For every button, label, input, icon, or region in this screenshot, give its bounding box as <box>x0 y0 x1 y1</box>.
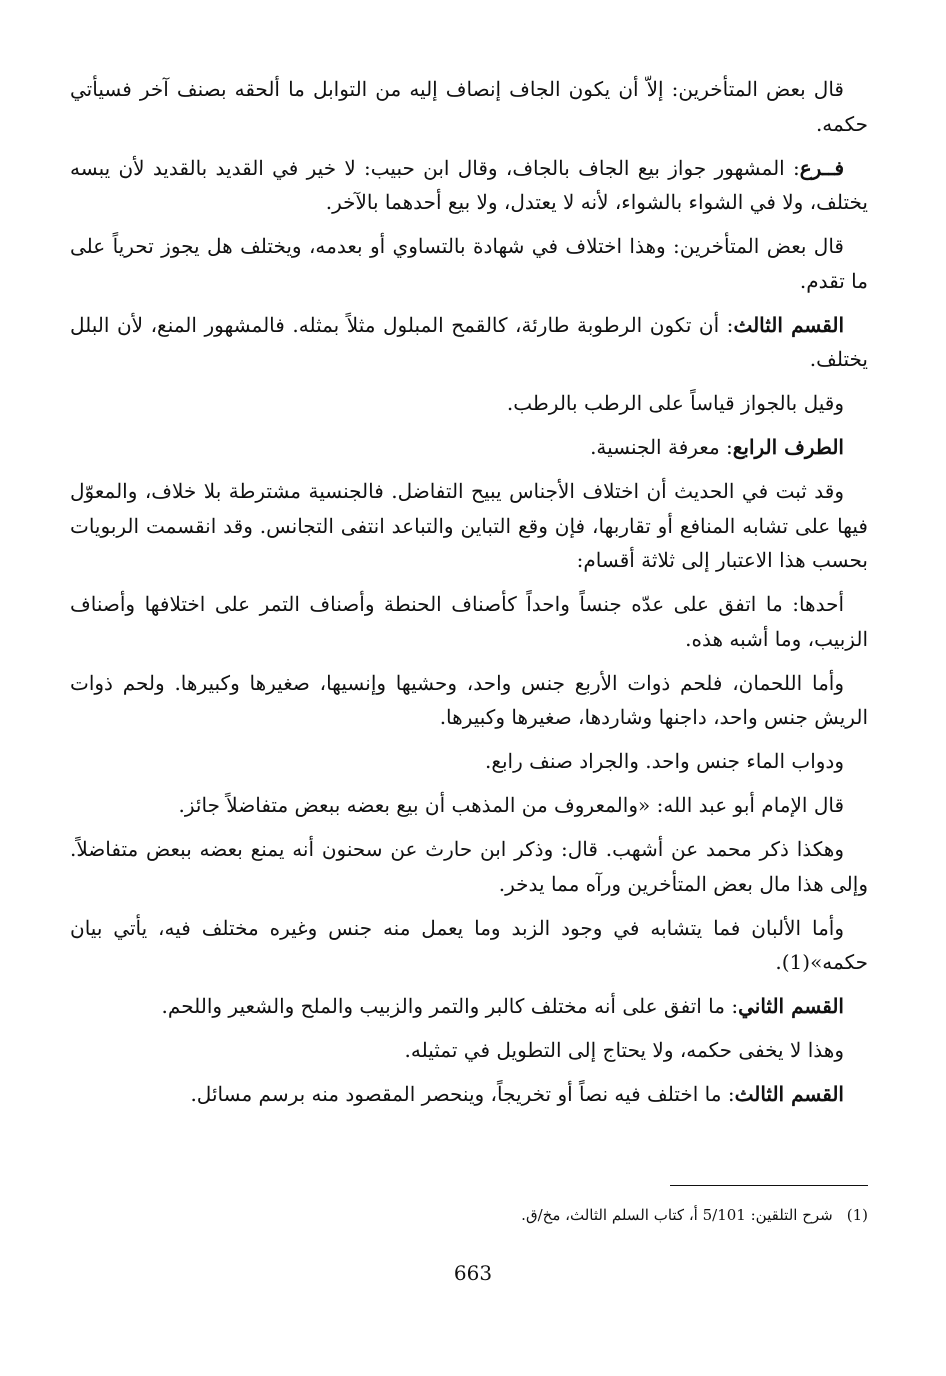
page-body <box>70 72 868 1121</box>
section-heading: الطرف الرابع <box>732 435 844 459</box>
section-heading: القسم الثالث <box>733 312 845 337</box>
paragraph: وهكذا ذكر محمد عن أشهب. قال: وذكر ابن حارث عن سحنون أنه يمنع بعضه ببعض متفاضلاً. وإلى هذا مال بعض المتأخرين ورآه مما يدخر. <box>70 837 868 896</box>
section-heading: القسم الثاني <box>738 994 844 1018</box>
paragraph: وقد ثبت في الحديث أن اختلاف الأجناس يبيح التفاضل. فالجنسية مشترطة بلا خلاف، والمعوّل فيها على تشابه المنافع أو تقاربها، فإن وقع التباين والتباعد انتفى التجانس. وقد انقسمت الربويات بحسب هذا الاعتبار إلى ثلاثة أقسام: <box>70 479 868 572</box>
paragraph: أحدها: ما اتفق على عدّه جنساً واحداً كأصناف الحنطة وأصناف التمر على اختلافها وأصناف الزبيب، وما أشبه هذه. <box>70 592 868 651</box>
page-number: 663 <box>453 1261 493 1285</box>
paragraph: وأما اللحمان، فلحم ذوات الأربع جنس واحد، وحشيها وإنسيها، صغيرها وكبيرها. ولحم ذوات الريش جنس واحد، داجنها وشاردها، صغيرها وكبيرها. <box>70 670 868 729</box>
paragraph: القسم الثالث: أن تكون الرطوبة طارئة، كالقمح المبلول مثلاً بمثله. فالمشهور المنع، لأن البلل يختلف. <box>70 312 868 371</box>
paragraph: الطرف الرابع: معرفة الجنسية. <box>590 435 844 459</box>
paragraph: القسم الثاني: ما اتفق على أنه مختلف كالبر والتمر والزبيب والملح والشعير واللحم. <box>161 994 844 1018</box>
paragraph: وهذا لا يخفى حكمه، ولا يحتاج إلى التطويل في تمثيله. <box>404 1038 844 1062</box>
paragraph: فــرع: المشهور جواز بيع الجاف بالجاف، وقال ابن حبيب: لا خير في القديد بالقديد لأن يبسه يختلف، ولا في الشواء بالشواء، لأنه لا يعتدل، ولا بيع أحدهما بالآخر. <box>70 155 868 214</box>
paragraph: قال الإمام أبو عبد الله: «والمعروف من المذهب أن بيع بعضه ببعض متفاضلاً جائز. <box>178 793 844 817</box>
paragraph: قال بعض المتأخرين: إلاّ أن يكون الجاف إنصاف إليه من التوابل ما ألحقه بصنف آخر فسيأتي حكمه. <box>70 77 868 136</box>
footnote-divider <box>670 1185 868 1186</box>
paragraph: القسم الثالث: ما اختلف فيه نصاً أو تخريجاً، وينحصر المقصود منه برسم مسائل. <box>190 1082 844 1106</box>
footnote-text: شرح التلقين: 5/101 أ، كتاب السلم الثالث، مخ/ق. <box>521 1206 833 1224</box>
footnote-number: (1) <box>846 1206 868 1224</box>
paragraph: وقيل بالجواز قياساً على الرطب بالرطب. <box>506 391 844 415</box>
footnote <box>200 1201 868 1229</box>
paragraph: قال بعض المتأخرين: وهذا اختلاف في شهادة بالتساوي أو بعدمه، ويختلف هل يجوز تحرياً على ما تقدم. <box>70 234 868 293</box>
section-heading: فــرع <box>799 155 844 180</box>
paragraph: ودواب الماء جنس واحد. والجراد صنف رابع. <box>484 749 844 773</box>
paragraph: وأما الألبان فما يتشابه في وجود الزبد وما يعمل منه جنس وغيره مختلف فيه، يأتي بيان حكمه»(1). <box>70 915 868 974</box>
section-heading: القسم الثالث <box>734 1082 844 1106</box>
